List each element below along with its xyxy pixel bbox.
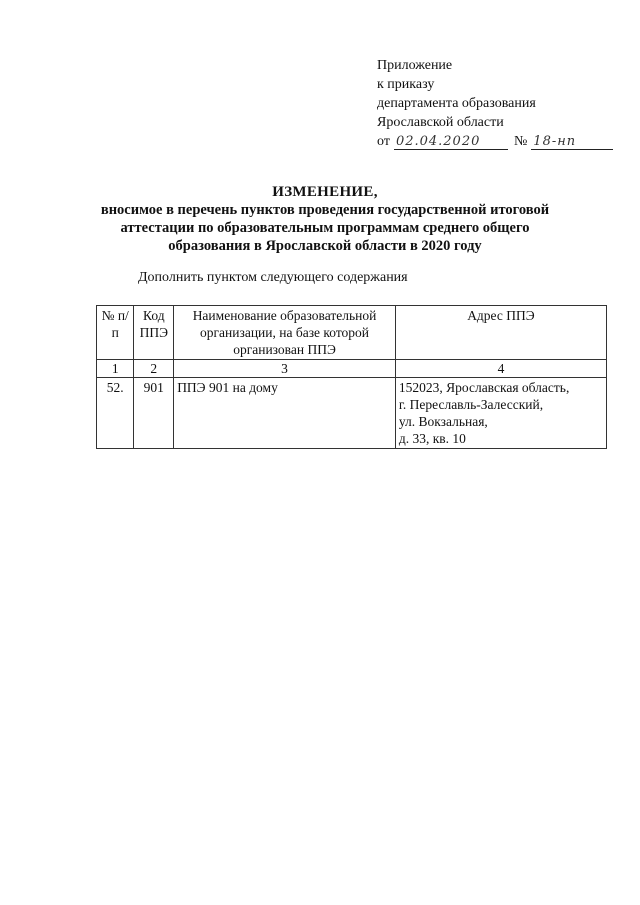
address-line: 152023, Ярославская область, — [398, 380, 570, 395]
handwritten-number: 18-нп — [531, 134, 613, 150]
order-date-number-row — [377, 132, 617, 151]
address-line: г. Переславль-Залесский, — [398, 397, 544, 412]
header-address: Адрес ППЭ — [395, 306, 606, 360]
appendix-line: Ярославской области — [377, 115, 504, 130]
appendix-block — [377, 56, 617, 151]
appendix-line: к приказу — [377, 77, 435, 92]
appendix-line: департамента образования — [377, 96, 536, 111]
column-number: 4 — [395, 360, 606, 378]
column-number: 3 — [174, 360, 396, 378]
heading-subtitle-line: вносимое в перечень пунктов проведения государственной итоговой — [100, 202, 550, 218]
row-address — [395, 378, 606, 449]
from-label: от — [377, 134, 390, 149]
row-code: 901 — [134, 378, 174, 449]
document-heading — [90, 183, 560, 255]
number-label: № — [513, 134, 528, 149]
column-number: 2 — [134, 360, 174, 378]
row-organization: ППЭ 901 на дому — [174, 378, 396, 449]
column-numbers-row — [97, 360, 607, 378]
address-line: д. 33, кв. 10 — [398, 431, 466, 446]
header-number: № п/п — [97, 306, 134, 360]
table-header-row — [97, 306, 607, 360]
handwritten-date: 02.04.2020 — [394, 134, 508, 150]
heading-subtitle-line: образования в Ярославской области в 2020 году — [168, 238, 482, 254]
ppe-table — [96, 305, 607, 449]
address-line: ул. Вокзальная, — [398, 414, 488, 429]
row-number: 52. — [97, 378, 134, 449]
heading-subtitle-line: аттестации по образовательным программам среднего общего — [120, 220, 530, 236]
header-code: Код ППЭ — [134, 306, 174, 360]
header-organization: Наименование образовательной организации, на базе которой организован ППЭ — [174, 306, 396, 360]
column-number: 1 — [97, 360, 134, 378]
appendix-line: Приложение — [377, 58, 453, 73]
table-row — [97, 378, 607, 449]
heading-title: ИЗМЕНЕНИЕ, — [272, 184, 378, 200]
intro-text: Дополнить пунктом следующего содержания — [138, 270, 408, 285]
